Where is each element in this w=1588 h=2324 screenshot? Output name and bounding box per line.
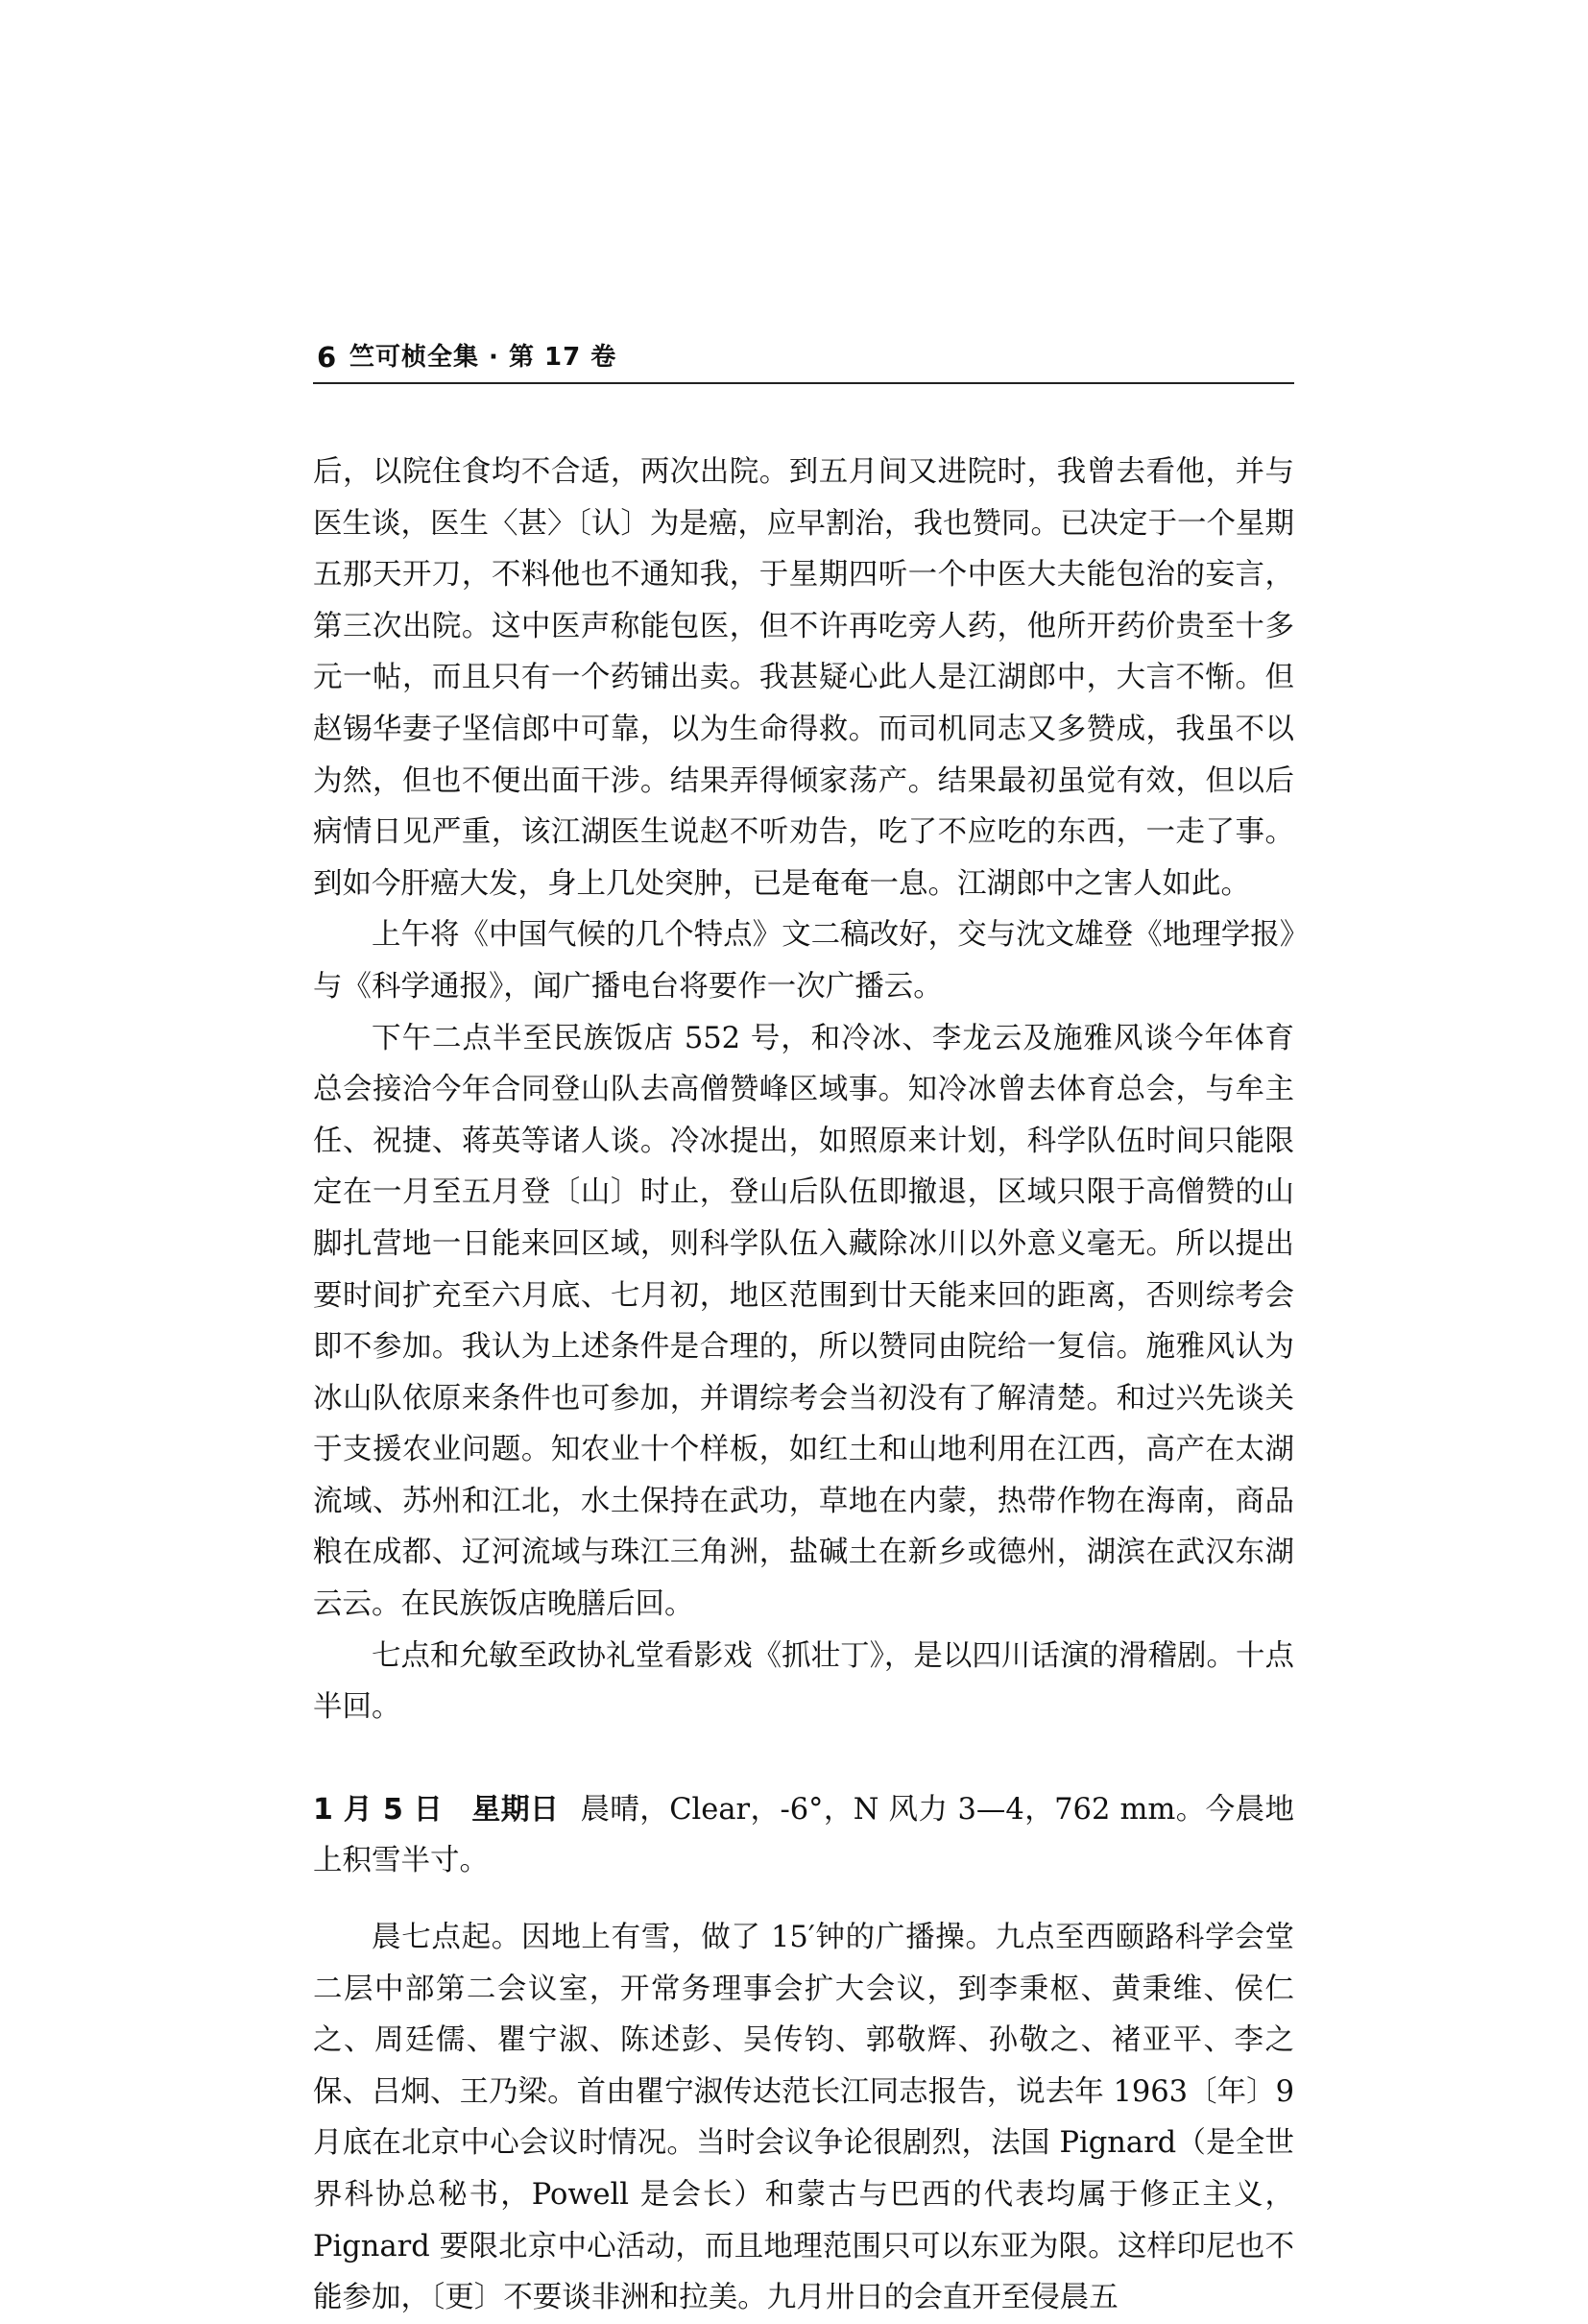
entry-weekday: 星期日: [471, 1792, 560, 1827]
paragraph-continued: 后，以院住食均不合适，两次出院。到五月间又进院时，我曾去看他，并与医生谈，医生〈甚〉〔认〕为是癌，应早割治，我也赞同。已决定于一个星期五那天开刀，不料他也不通知我，于星期四听一个中医大夫能包治的妄言，第三次出院。这中医声称能包医，但不许再吃旁人药，他所开药价贵至十多元一帖，而且只有一个药铺出卖。我甚疑心此人是江湖郎中，大言不惭。但赵锡华妻子坚信郎中可靠，以为生命得救。而司机同志又多赞成，我虽不以为然，但也不便出面干涉。结果弄得倾家荡产。结果最初虽觉有效，但以后病情日见严重，该江湖医生说赵不听劝告，吃了不应吃的东西，一走了事。到如今肝癌大发，身上几处突肿，已是奄奄一息。江湖郎中之害人如此。: [313, 455, 1294, 901]
paragraph: 七点和允敏至政协礼堂看影戏《抓壮丁》，是以四川话演的滑稽剧。十点半回。: [313, 1638, 1294, 1725]
paragraph: 上午将《中国气候的几个特点》文二稿改好，交与沈文雄登《地理学报》与《科学通报》，闻广播电台将要作一次广播云。: [313, 918, 1294, 1004]
paragraph: 下午二点半至民族饭店 552 号，和冷冰、李龙云及施雅风谈今年体育总会接洽今年合同登山队去高僧赞峰区域事。知冷冰曾去体育总会，与牟主任、祝捷、蒋英等诸人谈。冷冰提出，如照原来计划，科学队伍时间只能限定在一月至五月登〔山〕时止，登山后队伍即撤退，区域只限于高僧赞的山脚扎营地一日能来回区域，则科学队伍入藏除冰川以外意义毫无。所以提出要时间扩充至六月底、七月初，地区范围到廿天能来回的距离，否则综考会即不参加。我认为上述条件是合理的，所以赞同由院给一复信。施雅风认为冰山队依原来条件也可参加，并谓综考会当初没有了解清楚。和过兴先谈关于支援农业问题。知农业十个样板，如红土和山地利用在江西，高产在太湖流域、苏州和江北，水土保持在武功，草地在内蒙，热带作物在海南，商品粮在成都、辽河流域与珠江三角洲，盐碱土在新乡或德州，湖滨在武汉东湖云云。在民族饭店晚膳后回。: [313, 1021, 1294, 1622]
running-title: 竺可桢全集 · 第 17 卷: [349, 343, 617, 372]
page-number: 6: [317, 341, 337, 374]
page-body: [313, 447, 1294, 2324]
entry-weather: 晨晴，Clear，-6°，N 风力 3—4，762 mm。今晨地上积雪半寸。: [313, 1792, 1294, 1878]
entry-date: 1 月 5 日: [313, 1792, 444, 1827]
diary-entry-heading: [313, 1784, 1294, 1887]
running-header: [313, 338, 1294, 384]
paragraph: 晨七点起。因地上有雪，做了 15′钟的广播操。九点至西颐路科学会堂二层中部第二会议室，开常务理事会扩大会议，到李秉枢、黄秉维、侯仁之、周廷儒、瞿宁淑、陈述彭、吴传钧、郭敬辉、孙敬之、褚亚平、李之保、吕炯、王乃梁。首由瞿宁淑传达范长江同志报告，说去年 1963〔年〕9 月底在北京中心会议时情况。当时会议争论很剧烈，法国 Pignard（是全世界科协总秘书，Powell 是会长）和蒙古与巴西的代表均属于修正主义，Pignard 要限北京中心活动，而且地理范围只可以东亚为限。这样印尼也不能参加，〔更〕不要谈非洲和拉美。九月卅日的会直开至侵晨五: [313, 1921, 1294, 2315]
